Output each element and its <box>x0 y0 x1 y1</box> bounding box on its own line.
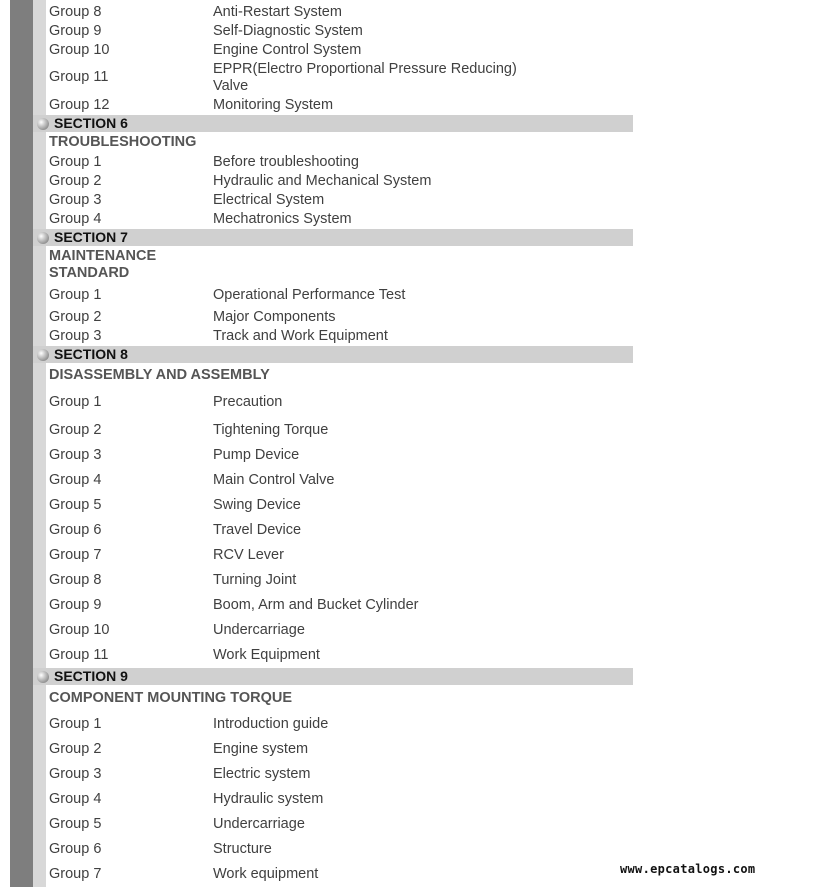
section-heading: TROUBLESHOOTING <box>49 134 197 150</box>
section-label: SECTION 6 <box>54 115 128 131</box>
group-title[interactable]: Engine Control System <box>213 42 362 58</box>
group-label: Group 5 <box>49 816 102 832</box>
group-label: Group 2 <box>49 741 102 757</box>
group-title[interactable]: Pump Device <box>213 447 300 463</box>
group-label: Group 1 <box>49 394 102 410</box>
group-title[interactable]: Operational Performance Test <box>213 287 406 303</box>
watermark: www.epcatalogs.com <box>620 862 756 876</box>
group-title[interactable]: Mechatronics System <box>213 211 352 227</box>
group-label: Group 6 <box>49 841 102 857</box>
group-title[interactable]: Engine system <box>213 741 309 757</box>
group-label: Group 11 <box>49 647 109 663</box>
group-label: Group 7 <box>49 547 102 563</box>
group-label: Group 10 <box>49 42 110 58</box>
group-label: Group 9 <box>49 23 102 39</box>
group-label: Group 10 <box>49 622 110 638</box>
group-title[interactable]: RCV Lever <box>213 547 284 563</box>
section-heading-line-1: MAINTENANCE <box>49 248 157 264</box>
group-label: Group 3 <box>49 766 102 782</box>
group-label: Group 5 <box>49 497 102 513</box>
group-label: Group 4 <box>49 472 102 488</box>
group-title[interactable]: Self-Diagnostic System <box>213 23 363 39</box>
group-label: Group 3 <box>49 328 102 344</box>
group-title[interactable]: Track and Work Equipment <box>213 328 388 344</box>
bullet-ball-icon <box>37 349 49 361</box>
bullet-ball-icon <box>37 232 49 244</box>
group-label: Group 3 <box>49 192 102 208</box>
group-label: Group 3 <box>49 447 102 463</box>
group-label: Group 4 <box>49 791 102 807</box>
group-title[interactable]: Turning Joint <box>213 572 297 588</box>
group-title[interactable]: Monitoring System <box>213 97 334 113</box>
group-title[interactable]: Work Equipment <box>213 647 320 663</box>
group-title[interactable]: EPPR(Electro Proportional Pressure Reducing) Valve <box>213 61 517 94</box>
left-margin-bar-light <box>33 0 46 887</box>
section-label: SECTION 8 <box>54 346 128 362</box>
group-title[interactable]: Structure <box>213 841 272 857</box>
group-title[interactable]: Hydraulic system <box>213 791 324 807</box>
group-title[interactable]: Anti-Restart System <box>213 4 342 20</box>
section-header <box>33 668 633 685</box>
group-title[interactable]: Tightening Torque <box>213 422 329 438</box>
group-label: Group 1 <box>49 716 102 732</box>
group-title[interactable]: Undercarriage <box>213 816 305 832</box>
section-heading: DISASSEMBLY AND ASSEMBLY <box>49 367 270 383</box>
group-label: Group 4 <box>49 211 102 227</box>
group-label: Group 1 <box>49 154 102 170</box>
group-label: Group 2 <box>49 173 102 189</box>
group-label: Group 1 <box>49 287 102 303</box>
group-title[interactable]: Introduction guide <box>213 716 329 732</box>
group-title[interactable]: Electrical System <box>213 192 325 208</box>
group-title[interactable]: Before troubleshooting <box>213 154 359 170</box>
group-title[interactable]: Main Control Valve <box>213 472 335 488</box>
group-label: Group 2 <box>49 309 102 325</box>
group-title[interactable]: Precaution <box>213 394 283 410</box>
group-title[interactable]: Swing Device <box>213 497 301 513</box>
group-title[interactable]: Work equipment <box>213 866 319 882</box>
group-title[interactable]: Major Components <box>213 309 336 325</box>
bullet-ball-icon <box>37 671 49 683</box>
bullet-ball-icon <box>37 118 49 130</box>
group-label: Group 12 <box>49 97 110 113</box>
group-title[interactable]: Hydraulic and Mechanical System <box>213 173 432 189</box>
group-label: Group 2 <box>49 422 102 438</box>
group-title[interactable]: Travel Device <box>213 522 302 538</box>
group-label: Group 8 <box>49 572 102 588</box>
group-label: Group 9 <box>49 597 102 613</box>
group-title[interactable]: Electric system <box>213 766 311 782</box>
section-header <box>33 346 633 363</box>
group-label: Group 8 <box>49 4 102 20</box>
group-label: Group 11 <box>49 69 109 85</box>
section-header <box>33 115 633 132</box>
group-label: Group 7 <box>49 866 102 882</box>
section-label: SECTION 9 <box>54 668 128 684</box>
section-header <box>33 229 633 246</box>
left-margin-bar <box>10 0 33 887</box>
section-heading: COMPONENT MOUNTING TORQUE <box>49 690 293 706</box>
section-label: SECTION 7 <box>54 229 128 245</box>
group-title[interactable]: Boom, Arm and Bucket Cylinder <box>213 597 419 613</box>
section-heading-line-2: STANDARD <box>49 265 130 281</box>
group-title[interactable]: Undercarriage <box>213 622 305 638</box>
group-label: Group 6 <box>49 522 102 538</box>
